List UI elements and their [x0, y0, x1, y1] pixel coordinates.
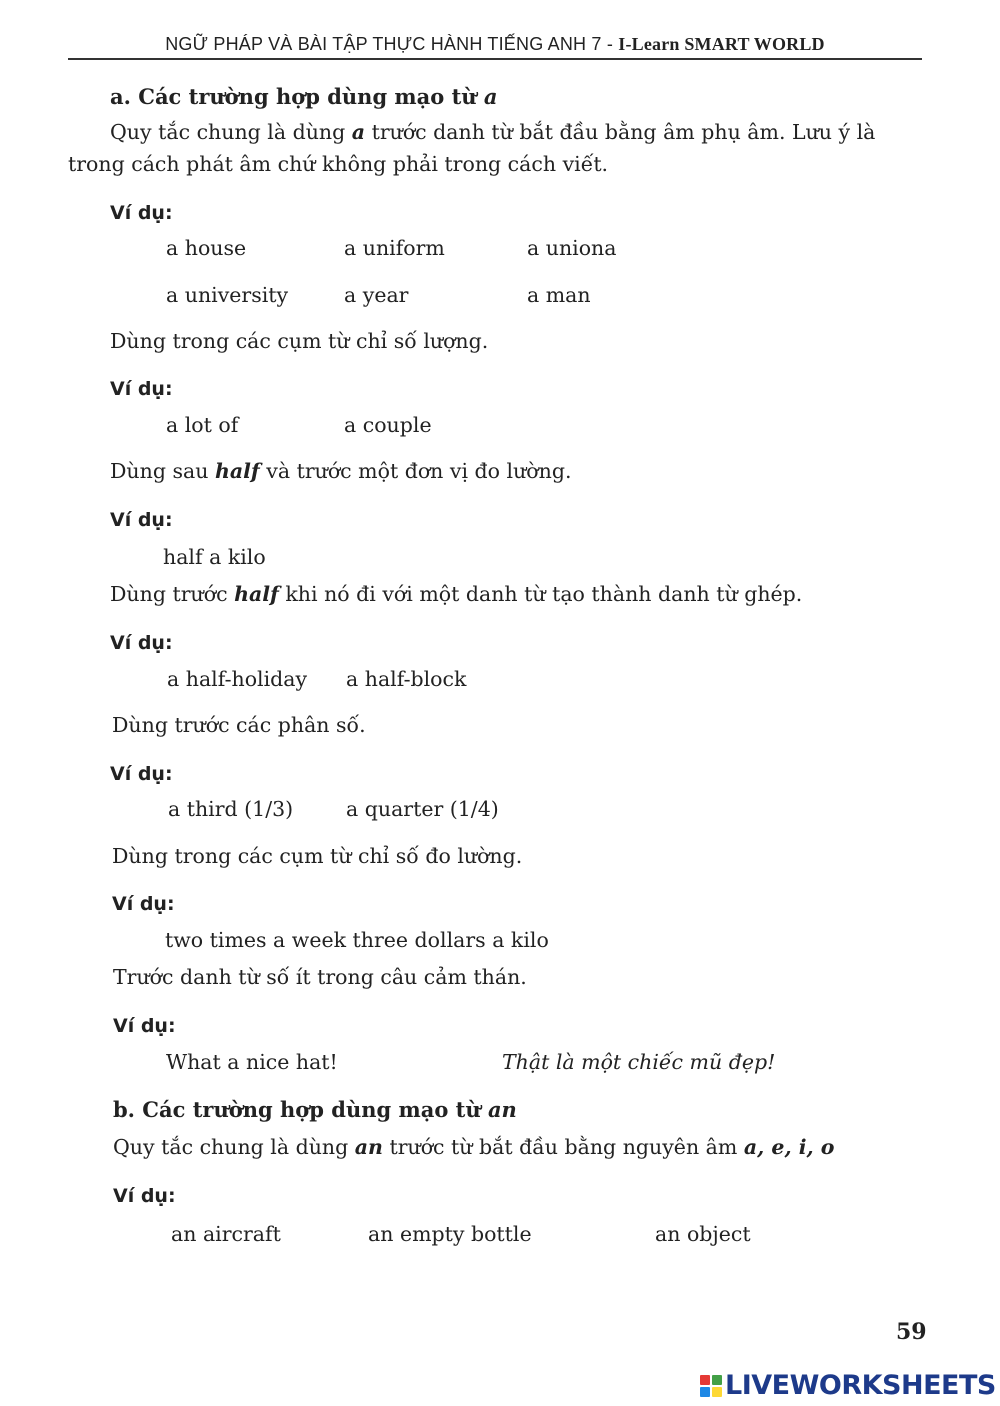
- section-a-letter: a: [483, 84, 498, 109]
- section-b-intro: Quy tắc chung là dùng an trước từ bắt đầu bằng nguyên âm a, e, i, o: [113, 1135, 835, 1159]
- example-item: an object: [655, 1222, 751, 1246]
- example-item: a third (1/3): [168, 797, 294, 821]
- header-title: NGỮ PHÁP VÀ BÀI TẬP THỰC HÀNH TIẾNG ANH 7 -: [165, 34, 619, 54]
- section-a-intro: Quy tắc chung là dùng a trước danh từ bắt đầu bằng âm phụ âm. Lưu ý là trong cách phát âm chứ không phải trong cách viết.: [68, 120, 876, 176]
- section-b-heading: b. Các trường hợp dùng mạo từ an: [113, 1097, 517, 1122]
- example-item: What a nice hat!: [166, 1050, 338, 1074]
- example-label: Ví dụ:: [113, 1015, 176, 1037]
- example-item: an aircraft: [171, 1222, 281, 1246]
- example-item: a university: [166, 283, 289, 307]
- rule-measure: Dùng trong các cụm từ chỉ số đo lường.: [112, 844, 523, 868]
- liveworksheets-logo-icon: [700, 1375, 722, 1397]
- liveworksheets-logo[interactable]: [700, 1370, 996, 1401]
- example-item: an empty bottle: [368, 1222, 532, 1246]
- example-label: Ví dụ:: [110, 378, 173, 400]
- example-label: Ví dụ:: [112, 893, 175, 915]
- example-label: Ví dụ:: [110, 763, 173, 785]
- section-a-heading: a. Các trường hợp dùng mạo từ a: [110, 84, 498, 109]
- example-item: a year: [344, 283, 409, 307]
- example-item: a uniona: [527, 236, 617, 260]
- section-b-word: an: [487, 1097, 517, 1122]
- example-item: two times a week three dollars a kilo: [165, 928, 549, 952]
- running-header: [68, 34, 922, 60]
- rule-quantity: Dùng trong các cụm từ chỉ số lượng.: [110, 329, 489, 353]
- example-item: a quarter (1/4): [346, 797, 499, 821]
- example-label: Ví dụ:: [110, 509, 173, 531]
- rule-fraction: Dùng trước các phân số.: [112, 713, 366, 737]
- example-item: a uniform: [344, 236, 445, 260]
- example-item: a couple: [344, 413, 432, 437]
- example-label: Ví dụ:: [110, 632, 173, 654]
- example-item: half a kilo: [163, 545, 266, 569]
- example-item: a half-holiday: [167, 667, 308, 691]
- example-item: a man: [527, 283, 591, 307]
- example-translation: Thật là một chiếc mũ đẹp!: [502, 1050, 776, 1074]
- rule-half: Dùng sau half và trước một đơn vị đo lường.: [110, 459, 572, 483]
- example-item: a half-block: [346, 667, 467, 691]
- rule-exclaim: Trước danh từ số ít trong câu cảm thán.: [113, 965, 527, 989]
- example-item: a house: [166, 236, 247, 260]
- liveworksheets-logo-text: LIVEWORKSHEETS: [725, 1370, 996, 1401]
- page-number: 59: [896, 1319, 927, 1345]
- example-label: Ví dụ:: [110, 202, 173, 224]
- rule-half-compound: Dùng trước half khi nó đi với một danh từ tạo thành danh từ ghép.: [110, 582, 803, 606]
- example-label: Ví dụ:: [113, 1185, 176, 1207]
- header-series: I-Learn SMART WORLD: [618, 34, 825, 54]
- example-item: a lot of: [166, 413, 239, 437]
